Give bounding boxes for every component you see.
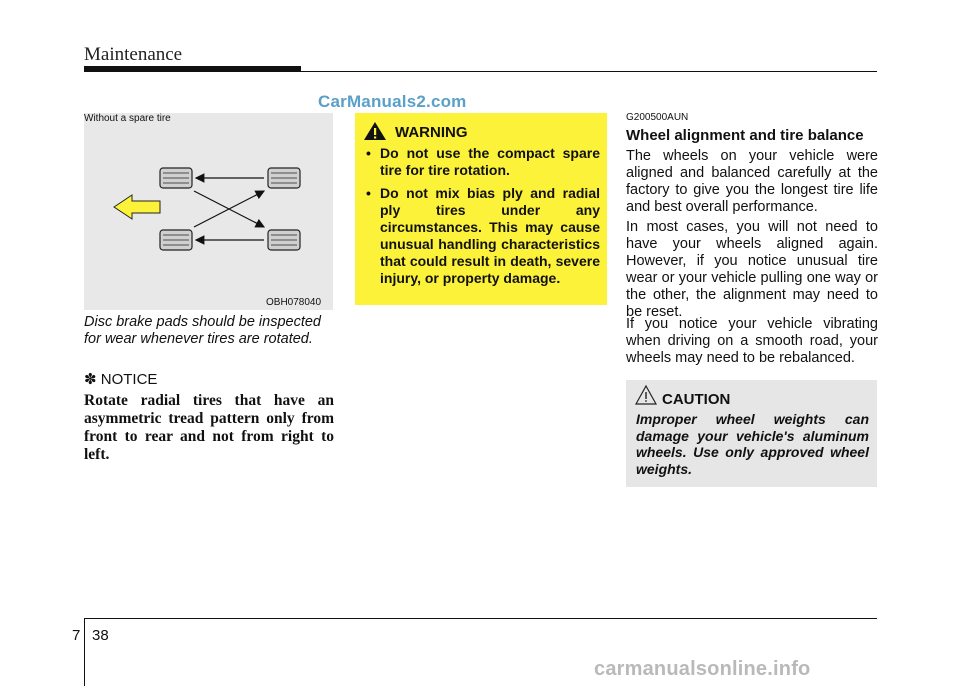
header-rule: [301, 71, 877, 72]
warning-triangle-icon: [362, 120, 388, 142]
caution-triangle-icon: [634, 384, 658, 406]
notice-title: NOTICE: [100, 371, 158, 388]
footer-rule: [84, 618, 877, 619]
warning-title: WARNING: [395, 124, 468, 141]
figure-caption: Without a spare tire: [84, 113, 171, 124]
tire-front-left-icon: [160, 168, 192, 188]
bullet-icon: •: [366, 185, 371, 201]
page-section-title: Maintenance: [84, 44, 183, 65]
figure-code: OBH078040: [266, 297, 322, 308]
section-title: Wheel alignment and tire balance: [626, 127, 864, 144]
section-code: G200500AUN: [626, 112, 689, 123]
bullet-icon: •: [366, 145, 371, 161]
notice-body: Rotate radial tires that have an asymmetric tread pattern only from front to rear and not from right to left.: [84, 392, 334, 463]
front-direction-arrow-icon: [114, 195, 160, 219]
figure-note: Disc brake pads should be inspected for wear whenever tires are rotated.: [84, 314, 321, 347]
header-bar: [84, 66, 301, 72]
paragraph: The wheels on your vehicle were aligned and balanced carefully at the factory to give you the longest tire life and best overall performance.: [626, 148, 878, 215]
warning-list: [366, 145, 600, 293]
caution-title: CAUTION: [662, 391, 731, 408]
watermark-top[interactable]: CarManuals2.com: [318, 92, 467, 111]
notice-star-icon: ✽: [84, 371, 97, 388]
footer-tick: [84, 618, 85, 686]
notice-heading: [84, 370, 157, 388]
tire-front-right-icon: [160, 230, 192, 250]
tire-rear-right-icon: [268, 230, 300, 250]
warning-item: • Do not use the compact spare tire for tire rotation.: [366, 145, 600, 178]
watermark-bottom[interactable]: carmanualsonline.info: [594, 658, 811, 680]
tire-rear-left-icon: [268, 168, 300, 188]
tire-rotation-diagram: [84, 113, 333, 310]
paragraph: In most cases, you will not need to have your wheels aligned again. However, if you notice unusual tire wear or your vehicle pulling one way or the other, the alignment may need to be reset.: [626, 219, 878, 320]
caution-body: Improper wheel weights can damage your vehicle's aluminum wheels. Use only approved wheel weights.: [636, 411, 869, 477]
paragraph: If you notice your vehicle vibrating when driving on a smooth road, your wheels may need to be rebalanced.: [626, 316, 878, 366]
warning-item: • Do not mix bias ply and radial ply tires under any circumstances. This may cause unusual handling characteristics that could result in death, severe injury, or property damage.: [366, 185, 600, 286]
tire-rotation-figure: [84, 113, 333, 310]
chapter-number: 7: [72, 627, 81, 644]
page-number: 38: [92, 627, 109, 644]
